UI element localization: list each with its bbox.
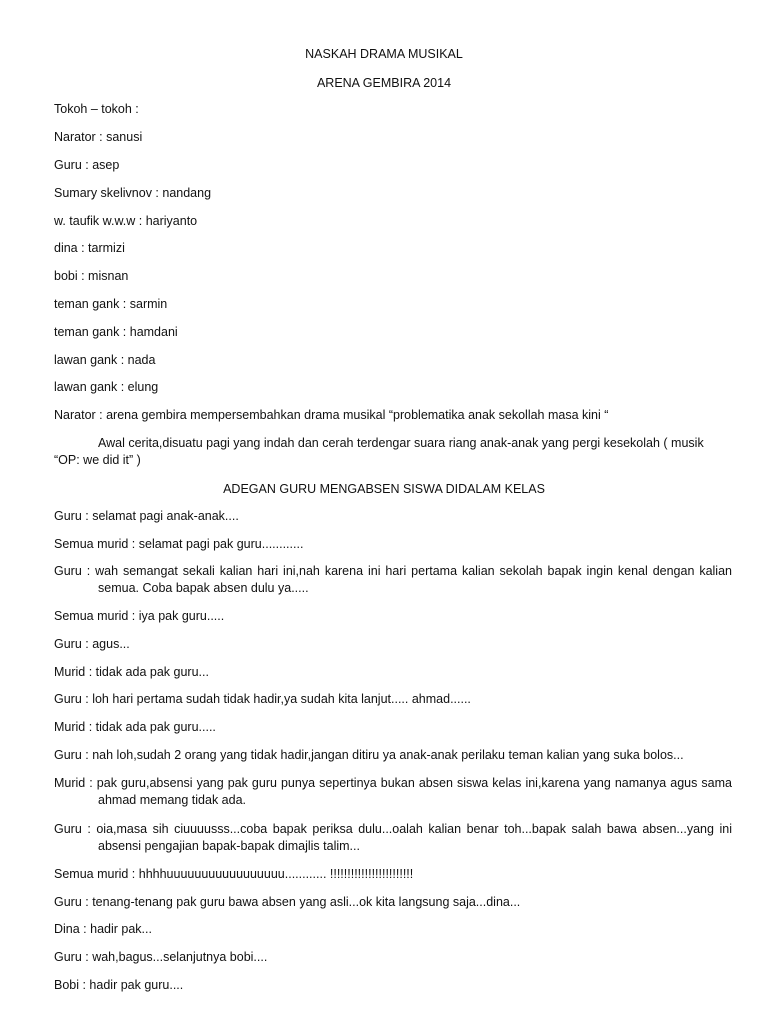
dialog-text: Murid : pak guru,absensi yang pak guru punya sepertinya bukan absen siswa kelas ini,karena yang namanya agus sama <box>54 776 732 790</box>
dialog-line: Murid : tidak ada pak guru... <box>54 665 209 679</box>
scene-heading: ADEGAN GURU MENGABSEN SISWA DIDALAM KELAS <box>223 482 545 496</box>
dialog-line: Dina : hadir pak... <box>54 922 152 936</box>
dialog-line: Guru : wah,bagus...selanjutnya bobi.... <box>54 950 268 964</box>
dialog-line <box>54 563 732 597</box>
cast-item: teman gank : hamdani <box>54 325 178 339</box>
cast-item: Sumary skelivnov : nandang <box>54 186 212 200</box>
cast-heading: Tokoh – tokoh : <box>54 102 139 116</box>
dialog-text-continued: absensi pengajian bapak-bapak dimajlis talim... <box>98 839 360 853</box>
cast-item: w. taufik w.w.w : hariyanto <box>54 214 198 228</box>
dialog-line: Guru : agus... <box>54 637 130 651</box>
cast-item: lawan gank : elung <box>54 380 159 394</box>
cast-item: Guru : asep <box>54 158 120 172</box>
dialog-line <box>54 775 732 809</box>
intro-line-2: “OP: we did it” ) <box>54 453 141 467</box>
intro-line-1: Awal cerita,disuatu pagi yang indah dan cerah terdengar suara riang anak-anak yang pergi kesekolah ( musik <box>98 436 704 450</box>
cast-item: lawan gank : nada <box>54 353 156 367</box>
dialog-line: Semua murid : selamat pagi pak guru............ <box>54 537 304 551</box>
cast-item: Narator : sanusi <box>54 130 143 144</box>
dialog-line: Murid : tidak ada pak guru..... <box>54 720 216 734</box>
dialog-line: Guru : selamat pagi anak-anak.... <box>54 509 239 523</box>
document-subtitle: ARENA GEMBIRA 2014 <box>316 76 452 90</box>
narator-line: Narator : arena gembira mempersembahkan drama musikal “problematika anak sekollah masa kini “ <box>54 408 609 422</box>
dialog-line: Guru : nah loh,sudah 2 orang yang tidak hadir,jangan ditiru ya anak-anak perilaku teman kalian yang suka bolos... <box>54 748 684 762</box>
dialog-text-continued: ahmad memang tidak ada. <box>98 793 247 807</box>
document-title: NASKAH DRAMA MUSIKAL <box>305 47 463 61</box>
dialog-line: Guru : loh hari pertama sudah tidak hadir,ya sudah kita lanjut..... ahmad...... <box>54 692 471 706</box>
dialog-line: Semua murid : iya pak guru..... <box>54 609 225 623</box>
dialog-line: Bobi : hadir pak guru.... <box>54 978 184 992</box>
cast-item: dina : tarmizi <box>54 241 125 255</box>
dialog-text-continued: semua. Coba bapak absen dulu ya..... <box>98 581 309 595</box>
cast-item: teman gank : sarmin <box>54 297 168 311</box>
cast-item: bobi : misnan <box>54 269 129 283</box>
dialog-line: Guru : tenang-tenang pak guru bawa absen yang asli...ok kita langsung saja...dina... <box>54 895 521 909</box>
dialog-text: Guru : oia,masa sih ciuuuusss...coba bapak periksa dulu...oalah kalian benar toh...bapak salah bawa absen...yang ini <box>54 822 732 836</box>
dialog-line: Semua murid : hhhhuuuuuuuuuuuuuuuuu............ !!!!!!!!!!!!!!!!!!!!!!!! <box>54 867 414 881</box>
dialog-line <box>54 821 732 855</box>
dialog-text: Guru : wah semangat sekali kalian hari ini,nah karena ini hari pertama kalian sekolah bapak ingin kenal dengan kalian <box>54 564 732 578</box>
